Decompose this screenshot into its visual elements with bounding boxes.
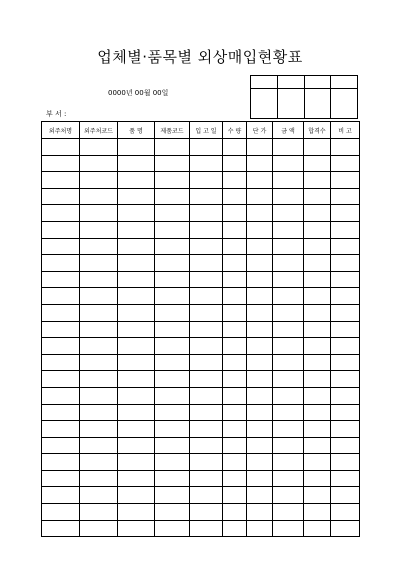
- col-header-remarks: 비 고: [331, 122, 360, 139]
- table-row: [42, 487, 360, 504]
- table-cell: [273, 504, 304, 521]
- table-cell: [304, 387, 331, 404]
- table-cell: [80, 188, 118, 205]
- table-cell: [80, 421, 118, 438]
- table-cell: [304, 188, 331, 205]
- table-cell: [190, 205, 223, 222]
- table-cell: [42, 421, 80, 438]
- table-row: [42, 404, 360, 421]
- table-cell: [331, 139, 360, 156]
- table-cell: [80, 321, 118, 338]
- table-cell: [273, 437, 304, 454]
- approval-header-cell: [331, 76, 358, 89]
- table-cell: [155, 470, 190, 487]
- table-cell: [190, 255, 223, 272]
- table-cell: [42, 205, 80, 222]
- table-cell: [190, 404, 223, 421]
- table-cell: [42, 470, 80, 487]
- table-cell: [331, 338, 360, 355]
- table-cell: [331, 271, 360, 288]
- table-cell: [331, 238, 360, 255]
- table-cell: [118, 155, 155, 172]
- table-cell: [42, 288, 80, 305]
- table-cell: [304, 504, 331, 521]
- table-cell: [331, 155, 360, 172]
- table-cell: [80, 238, 118, 255]
- table-cell: [42, 321, 80, 338]
- table-cell: [223, 304, 247, 321]
- department-label: 부 서 :: [46, 110, 67, 118]
- table-cell: [80, 504, 118, 521]
- table-cell: [273, 288, 304, 305]
- table-row: [42, 454, 360, 471]
- table-cell: [80, 139, 118, 156]
- table-cell: [80, 271, 118, 288]
- table-row: [42, 271, 360, 288]
- approval-header-cell: [277, 76, 304, 89]
- table-cell: [247, 387, 273, 404]
- table-row: [42, 205, 360, 222]
- table-cell: [247, 205, 273, 222]
- table-cell: [247, 172, 273, 189]
- table-cell: [331, 470, 360, 487]
- table-cell: [42, 404, 80, 421]
- table-cell: [118, 139, 155, 156]
- table-cell: [223, 205, 247, 222]
- table-cell: [273, 238, 304, 255]
- table-row: [42, 321, 360, 338]
- table-cell: [273, 255, 304, 272]
- table-cell: [247, 437, 273, 454]
- table-cell: [42, 338, 80, 355]
- table-cell: [273, 354, 304, 371]
- table-cell: [155, 354, 190, 371]
- table-cell: [190, 338, 223, 355]
- table-cell: [155, 421, 190, 438]
- table-cell: [80, 304, 118, 321]
- table-row: [42, 520, 360, 537]
- table-cell: [247, 404, 273, 421]
- approval-sign-cell: [331, 89, 358, 119]
- table-cell: [331, 321, 360, 338]
- table-cell: [223, 404, 247, 421]
- table-cell: [331, 304, 360, 321]
- table-cell: [42, 504, 80, 521]
- table-cell: [190, 387, 223, 404]
- table-cell: [304, 172, 331, 189]
- table-cell: [223, 139, 247, 156]
- table-cell: [190, 371, 223, 388]
- table-cell: [223, 238, 247, 255]
- table-cell: [247, 271, 273, 288]
- table-cell: [190, 437, 223, 454]
- table-cell: [190, 487, 223, 504]
- table-cell: [247, 470, 273, 487]
- table-cell: [42, 371, 80, 388]
- table-cell: [155, 338, 190, 355]
- table-cell: [304, 454, 331, 471]
- table-cell: [331, 487, 360, 504]
- table-cell: [155, 454, 190, 471]
- table-cell: [223, 255, 247, 272]
- table-cell: [304, 255, 331, 272]
- table-cell: [118, 188, 155, 205]
- table-cell: [155, 321, 190, 338]
- table-cell: [331, 288, 360, 305]
- table-cell: [190, 304, 223, 321]
- table-cell: [247, 288, 273, 305]
- table-row: [42, 470, 360, 487]
- table-cell: [118, 172, 155, 189]
- table-cell: [42, 437, 80, 454]
- table-cell: [223, 172, 247, 189]
- table-cell: [273, 338, 304, 355]
- table-cell: [223, 321, 247, 338]
- table-row: [42, 188, 360, 205]
- table-cell: [118, 371, 155, 388]
- table-row: [42, 304, 360, 321]
- table-row: [42, 421, 360, 438]
- table-cell: [223, 338, 247, 355]
- table-cell: [247, 188, 273, 205]
- table-cell: [118, 437, 155, 454]
- table-cell: [223, 470, 247, 487]
- table-cell: [80, 338, 118, 355]
- table-cell: [223, 354, 247, 371]
- table-cell: [331, 255, 360, 272]
- table-cell: [273, 271, 304, 288]
- table-row: [42, 437, 360, 454]
- table-cell: [304, 155, 331, 172]
- table-body: [42, 139, 360, 537]
- table-cell: [331, 520, 360, 537]
- table-row: [42, 221, 360, 238]
- col-header-vendor-code: 외주처코드: [80, 122, 118, 139]
- table-row: [42, 504, 360, 521]
- table-cell: [42, 139, 80, 156]
- table-cell: [247, 454, 273, 471]
- table-cell: [190, 288, 223, 305]
- table-cell: [273, 304, 304, 321]
- table-cell: [155, 221, 190, 238]
- document-date: 0000년 00월 00일: [108, 89, 169, 97]
- table-cell: [223, 504, 247, 521]
- table-row: [42, 238, 360, 255]
- table-cell: [304, 404, 331, 421]
- table-cell: [42, 255, 80, 272]
- table-cell: [331, 205, 360, 222]
- table-cell: [42, 387, 80, 404]
- table-cell: [223, 437, 247, 454]
- table-cell: [223, 487, 247, 504]
- table-cell: [155, 304, 190, 321]
- table-cell: [155, 437, 190, 454]
- table-cell: [80, 155, 118, 172]
- table-cell: [247, 354, 273, 371]
- table-cell: [247, 155, 273, 172]
- col-header-passed-count: 합격수: [304, 122, 331, 139]
- table-cell: [80, 387, 118, 404]
- table-cell: [80, 288, 118, 305]
- table-cell: [331, 188, 360, 205]
- table-cell: [155, 205, 190, 222]
- col-header-vendor-name: 외주처명: [42, 122, 80, 139]
- table-cell: [304, 321, 331, 338]
- table-cell: [118, 221, 155, 238]
- table-cell: [42, 221, 80, 238]
- table-cell: [304, 520, 331, 537]
- table-cell: [190, 221, 223, 238]
- table-cell: [273, 404, 304, 421]
- approval-box: [250, 75, 358, 119]
- table-cell: [80, 520, 118, 537]
- table-cell: [273, 321, 304, 338]
- table-cell: [304, 205, 331, 222]
- table-cell: [223, 221, 247, 238]
- table-cell: [247, 520, 273, 537]
- table-cell: [304, 304, 331, 321]
- table-cell: [42, 155, 80, 172]
- table-cell: [42, 520, 80, 537]
- table-cell: [331, 221, 360, 238]
- table-header-row: [42, 122, 360, 139]
- approval-header-cell: [304, 76, 331, 89]
- document-title: 업체별·품목별 외상매입현황표: [97, 48, 303, 66]
- table-cell: [223, 421, 247, 438]
- table-cell: [190, 454, 223, 471]
- table-cell: [190, 271, 223, 288]
- table-cell: [247, 321, 273, 338]
- table-cell: [247, 504, 273, 521]
- table-cell: [273, 205, 304, 222]
- table-cell: [304, 338, 331, 355]
- table-cell: [155, 271, 190, 288]
- table-cell: [155, 487, 190, 504]
- table-cell: [304, 221, 331, 238]
- table-cell: [304, 421, 331, 438]
- table-cell: [273, 470, 304, 487]
- table-cell: [155, 238, 190, 255]
- table-cell: [247, 304, 273, 321]
- table-cell: [331, 437, 360, 454]
- table-cell: [118, 288, 155, 305]
- table-cell: [118, 321, 155, 338]
- table-cell: [190, 188, 223, 205]
- approval-header-cell: [251, 76, 278, 89]
- table-cell: [190, 504, 223, 521]
- table-cell: [118, 387, 155, 404]
- table-cell: [118, 255, 155, 272]
- table-cell: [42, 304, 80, 321]
- table-row: [42, 354, 360, 371]
- table-row: [42, 255, 360, 272]
- table-cell: [190, 139, 223, 156]
- table-cell: [80, 404, 118, 421]
- table-cell: [42, 454, 80, 471]
- table-cell: [155, 371, 190, 388]
- table-cell: [80, 172, 118, 189]
- table-cell: [155, 288, 190, 305]
- table-cell: [42, 354, 80, 371]
- col-header-product-code: 제품코드: [155, 122, 190, 139]
- purchase-table: [41, 121, 360, 537]
- table-cell: [155, 255, 190, 272]
- table-cell: [80, 255, 118, 272]
- table-cell: [273, 487, 304, 504]
- col-header-unit-price: 단 가: [247, 122, 273, 139]
- approval-sign-cell: [277, 89, 304, 119]
- table-cell: [80, 371, 118, 388]
- table-cell: [223, 387, 247, 404]
- table-cell: [80, 205, 118, 222]
- col-header-amount: 금 액: [273, 122, 304, 139]
- table-cell: [118, 304, 155, 321]
- table-cell: [223, 188, 247, 205]
- table-cell: [42, 271, 80, 288]
- table-cell: [247, 221, 273, 238]
- table-row: [42, 172, 360, 189]
- table-cell: [118, 271, 155, 288]
- table-cell: [118, 338, 155, 355]
- table-cell: [223, 454, 247, 471]
- table-cell: [190, 238, 223, 255]
- table-cell: [223, 155, 247, 172]
- table-cell: [331, 404, 360, 421]
- table-cell: [118, 238, 155, 255]
- col-header-item-name: 품 명: [118, 122, 155, 139]
- table-row: [42, 155, 360, 172]
- table-cell: [155, 504, 190, 521]
- table-cell: [331, 454, 360, 471]
- approval-sign-cell: [251, 89, 278, 119]
- table-cell: [155, 188, 190, 205]
- table-cell: [118, 504, 155, 521]
- table-row: [42, 338, 360, 355]
- table-cell: [273, 172, 304, 189]
- table-row: [42, 288, 360, 305]
- table-cell: [304, 437, 331, 454]
- table-cell: [155, 155, 190, 172]
- table-cell: [118, 354, 155, 371]
- table-cell: [80, 454, 118, 471]
- table-cell: [80, 221, 118, 238]
- table-cell: [304, 271, 331, 288]
- table-cell: [190, 155, 223, 172]
- table-cell: [118, 205, 155, 222]
- table-cell: [42, 172, 80, 189]
- table-cell: [273, 421, 304, 438]
- table-cell: [247, 139, 273, 156]
- table-cell: [190, 520, 223, 537]
- table-cell: [118, 454, 155, 471]
- table-cell: [273, 221, 304, 238]
- table-cell: [304, 470, 331, 487]
- table-cell: [331, 371, 360, 388]
- table-cell: [80, 470, 118, 487]
- table-cell: [331, 172, 360, 189]
- table-cell: [304, 487, 331, 504]
- table-cell: [223, 271, 247, 288]
- table-cell: [190, 354, 223, 371]
- table-cell: [247, 238, 273, 255]
- table-cell: [304, 371, 331, 388]
- table-cell: [273, 520, 304, 537]
- table-cell: [42, 487, 80, 504]
- col-header-receipt-date: 입 고 일: [190, 122, 223, 139]
- table-cell: [223, 520, 247, 537]
- table-cell: [304, 288, 331, 305]
- table-cell: [155, 172, 190, 189]
- table-cell: [331, 354, 360, 371]
- table-cell: [118, 487, 155, 504]
- table-cell: [42, 238, 80, 255]
- table-cell: [223, 371, 247, 388]
- table-cell: [190, 421, 223, 438]
- table-cell: [42, 188, 80, 205]
- table-cell: [155, 404, 190, 421]
- approval-sign-cell: [304, 89, 331, 119]
- table-cell: [304, 139, 331, 156]
- table-cell: [331, 421, 360, 438]
- table-cell: [80, 437, 118, 454]
- table-cell: [247, 255, 273, 272]
- table-cell: [155, 139, 190, 156]
- table-cell: [190, 172, 223, 189]
- table-cell: [80, 354, 118, 371]
- table-cell: [247, 487, 273, 504]
- table-cell: [247, 421, 273, 438]
- table-cell: [190, 470, 223, 487]
- table-cell: [118, 520, 155, 537]
- table-cell: [273, 454, 304, 471]
- col-header-quantity: 수 량: [223, 122, 247, 139]
- table-cell: [247, 338, 273, 355]
- table-cell: [190, 321, 223, 338]
- table-cell: [118, 404, 155, 421]
- table-cell: [80, 487, 118, 504]
- table-cell: [273, 188, 304, 205]
- table-cell: [331, 387, 360, 404]
- table-row: [42, 387, 360, 404]
- table-cell: [273, 371, 304, 388]
- table-cell: [118, 421, 155, 438]
- table-cell: [155, 520, 190, 537]
- table-cell: [273, 155, 304, 172]
- table-row: [42, 139, 360, 156]
- table-row: [42, 371, 360, 388]
- table-cell: [223, 288, 247, 305]
- table-cell: [304, 238, 331, 255]
- table-cell: [273, 387, 304, 404]
- table-cell: [247, 371, 273, 388]
- table-cell: [273, 139, 304, 156]
- table-cell: [155, 387, 190, 404]
- table-cell: [304, 354, 331, 371]
- table-cell: [331, 504, 360, 521]
- table-cell: [118, 470, 155, 487]
